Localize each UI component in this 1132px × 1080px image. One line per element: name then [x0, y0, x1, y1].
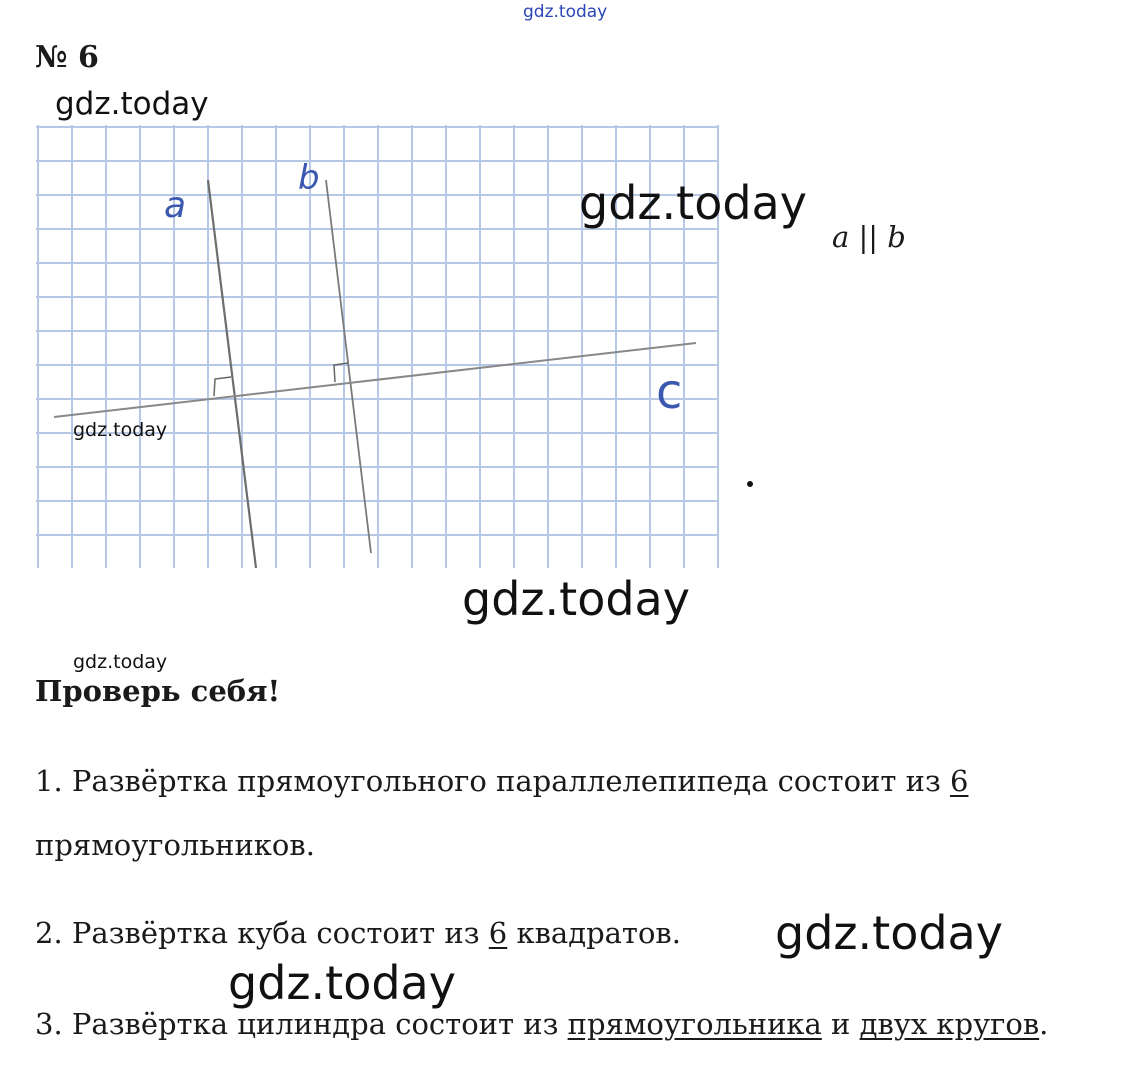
label-b: b [298, 158, 320, 198]
problem-number: № 6 [35, 40, 99, 75]
dot-mark [747, 481, 753, 487]
label-a: a [164, 185, 187, 226]
answer: 6 [488, 916, 508, 950]
item-text: квадратов. [507, 916, 681, 950]
check-item-2 [35, 916, 681, 950]
label-c: c [656, 364, 683, 420]
line-b [326, 180, 371, 553]
check-item-1 [35, 764, 968, 798]
line-a [208, 180, 256, 568]
item-text: 1. Развёртка прямоугольного параллелепипеда состоит из [35, 764, 951, 798]
item-text: и [821, 1007, 860, 1041]
watermark: gdz.today [73, 419, 168, 441]
right-angle-mark-a [214, 377, 231, 396]
item-text: . [1039, 1007, 1049, 1041]
answer: 6 [950, 764, 969, 798]
line-c [54, 343, 696, 417]
answer: прямоугольника [567, 1007, 822, 1041]
item-text: 3. Развёртка цилиндра состоит из [35, 1007, 568, 1041]
answer: двух кругов [859, 1007, 1040, 1041]
check-heading: Проверь себя! [35, 674, 281, 708]
check-item-1-continuation: прямоугольников. [35, 828, 315, 862]
watermark: gdz.today [579, 176, 807, 230]
watermark: gdz.today [462, 572, 690, 626]
watermark-top: gdz.today [523, 2, 608, 22]
watermark: gdz.today [73, 651, 168, 673]
watermark: gdz.today [55, 86, 209, 122]
watermark: gdz.today [775, 906, 1003, 960]
check-item-3 [35, 1007, 1048, 1041]
parallel-relation: a || b [832, 220, 906, 254]
item-text: 2. Развёртка куба состоит из [35, 916, 489, 950]
watermark: gdz.today [228, 956, 456, 1010]
